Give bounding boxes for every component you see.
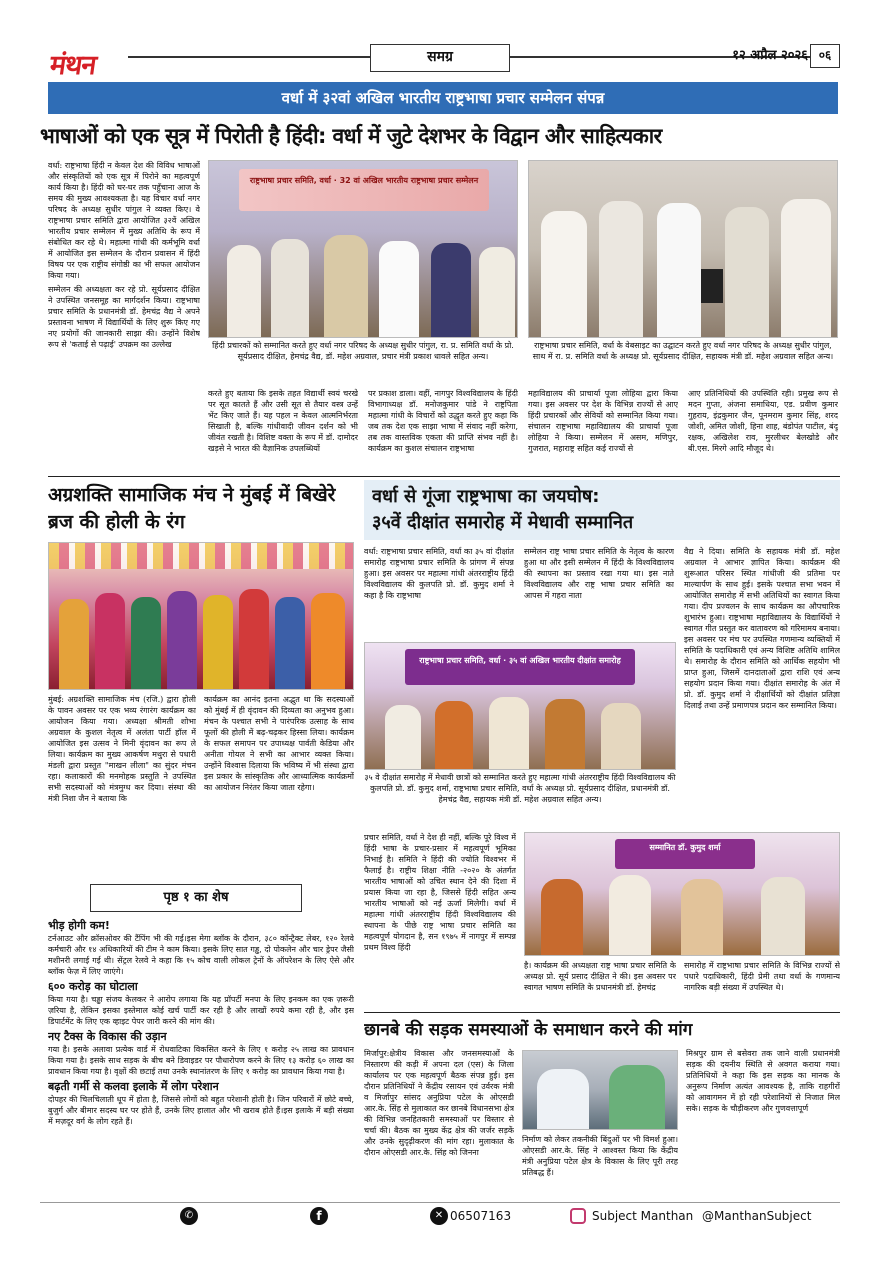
convocation-headline-line-1: वर्धा से गूंजा राष्ट्रभाषा का जयघोष: <box>372 486 600 507</box>
person-figure <box>324 235 368 338</box>
convocation-photo-caption: ३५ वे दीक्षांत समारोह में मेधावी छात्रों को सम्मानित करते हुए महात्मा गांधी अंतरराष्ट्रीय हिंदी विश्वविद्यालय की कुलपति प्रो. डॉ. कुमुद शर्मा, राष्ट्रभाषा प्रचार समिति, वर्धा के अध्यक्ष प्रो. सूर्यप्रसाद दीक्षित, प्रधानमंत्री डॉ. हेमचंद्र वैद्य, सहायक मंत्री डॉ. महेश अग्रवाल सहित अन्य। <box>364 773 676 804</box>
person-figure <box>781 199 831 338</box>
remainder-section <box>48 918 354 1218</box>
person-figure <box>167 591 197 690</box>
stage-banner <box>615 839 755 869</box>
section-label: समग्र <box>370 44 510 72</box>
stage-banner <box>405 649 635 685</box>
masthead-logo: मंथन <box>47 50 98 81</box>
person-figure <box>657 203 701 338</box>
person-figure <box>761 877 805 956</box>
person-figure <box>489 697 529 770</box>
section-divider <box>48 476 840 477</box>
convocation-column-1: वर्धा: राष्ट्रभाषा प्रचार समिति, वर्धा का ३५ वां दीक्षांत समारोह राष्ट्रभाषा प्रचार समिति के प्रांगण में संपन्न हुआ। इस अवसर पर महात्मा गांधी अंतरराष्ट्रीय हिंदी विश्वविद्यालय की कुलपति प्रो. डॉ. कुमुद शर्मा ने कहा है कि राष्ट्रभाषा <box>364 547 514 600</box>
person-figure <box>379 241 419 338</box>
holi-column-1: मुंबई: अग्रशक्ति सामाजिक मंच (रजि.) द्वारा होली के पावन अवसर पर एक भव्य रंगारंग कार्यक्रम का आयोजन किया गया। अध्यक्षा श्रीमती शोभा अग्रवाल के कुशल नेतृत्व में अलंता पार्टी हॉल में आयोजित इस उत्सव ने मिनी वृंदावन का रूप ले लिया। कार्यक्रम का मुख्य आकर्षण मथुरा से पधारी मंडली द्वारा प्रस्तुत "माखन लीला" का सुंदर मंचन रहा। कलाकारों की मनमोहक प्रस्तुति ने उपस्थित सभी सदस्याओं को मंत्रमुग्ध कर दिया। संस्था की मंत्री निशा जैन ने बताया कि <box>48 695 196 803</box>
lead-column-3: पर प्रकाश डाला। वहीं, नागपुर विश्वविद्यालय के हिंदी विभागाध्यक्ष डॉ. मनोजकुमार पांडे ने राष्ट्रपिता महात्मा गांधी के विचारों को उद्धृत करते हुए कहा कि जब तक देश एक साझा भाषा में संवाद नहीं करेगा, तब तक वास्तविक एकता की प्राप्ति संभव नहीं है। कार्यक्रम का कुशल संचालन राष्ट्रभाषा <box>368 389 518 453</box>
facebook-icon[interactable]: f <box>310 1207 328 1225</box>
person-figure <box>545 699 585 770</box>
lead-column-5: आए प्रतिनिधियों की उपस्थिति रही। प्रमुख रूप से मदन गुप्ता, अंजना समाधिया, एड. प्रवीण कुमार गुहराय, इंद्रकुमार जैन, पूनमराम कुमार सिंह, शरद जोशी, अमित जोशी, हिना शाह, बंडोपंत पाटील, बंदू रक्षक, अखिलेश राव, मुरलीधर बेलखोडे और बी.एस. मिरगे आदि मौजूद थे। <box>688 389 838 453</box>
footer-phone: 06507163 <box>450 1209 512 1223</box>
person-figure <box>601 703 641 770</box>
remainder-heading: बढ़ती गर्मी से कलवा इलाके में लोग परेशान <box>48 1080 219 1093</box>
holi-headline: अग्रशक्ति सामाजिक मंच ने मुंबई में बिखेरे ब्रज की होली के रंग <box>48 484 336 533</box>
x-icon[interactable]: ✕ <box>430 1207 448 1225</box>
person-figure <box>681 879 723 956</box>
person-figure <box>311 593 345 690</box>
person-figure <box>599 201 643 338</box>
lead-banner-text: वर्धा में ३२वां अखिल भारतीय राष्ट्रभाषा प्रचार सम्मेलन संपन्न <box>281 89 605 107</box>
roads-headline: छानबे की सड़क समस्याओं के समाधान करने की मांग <box>364 1020 693 1040</box>
convocation-headline-line-2: ३५वें दीक्षांत समारोह में मेधावी सम्मानित <box>372 512 634 533</box>
lead-photo-felicitation <box>208 160 518 338</box>
convocation-column-4: प्रचार समिति, वर्धा ने देश ही नहीं, बल्कि पूरे विश्व में हिंदी भाषा के प्रचार-प्रसार में महत्वपूर्ण भूमिका निभाई है। समिति ने हिंदी की ज्योति विश्वभर में फैलाई है। राष्ट्रीय शिक्षा नीति -२०२० के अंतर्गत भारतीय भाषाओं को उचित स्थान देने की दिशा में प्रयास किया जा रहा है, जिससे हिंदी सहित अन्य भारतीय भाषाओं को नई ऊर्जा मिलेगी। वर्धा में महात्मा गांधी अंतरराष्ट्रीय हिंदी विश्वविद्यालय की स्थापना के पीछे राष्ट्र भाषा प्रचार समिति का महत्वपूर्ण योगदान है, सन १९७५ में नागपुर में सम्पन्न प्रथम विश्व हिंदी <box>364 833 516 952</box>
person-figure <box>609 875 651 956</box>
flower-decor <box>49 543 354 569</box>
lead-photo-2-caption: राष्ट्रभाषा प्रचार समिति, वर्धा के वेबसाइट का उद्घाटन करते हुए वर्धा नगर परिषद के अध्यक्ष सुधीर पांगुल, साथ में रा. प्र. समिति वर्धा के अध्यक्ष प्रो. सूर्यप्रसाद दीक्षित, सहायक मंत्री डॉ. महेश अग्रवाल सहित अन्य। <box>532 341 834 361</box>
roads-column-1: मिर्जापुर:क्षेत्रीय विकास और जनसमस्याओं के निस्तारण की कड़ी में अपना दल (एस) के जिला कार्यालय पर एक महत्वपूर्ण बैठक संपन्न हुई। इस दौरान प्रतिनिधियों ने केंद्रीय रसायन एवं उर्वरक मंत्री व मिर्जापुर सांसद अनुप्रिया पटेल के ओएसडी आर.के. सिंह से मुलाकात कर छानबे विधानसभा क्षेत्र की विभिन्न जनहितकारी समस्याओं पर विस्तार से चर्चा की। बैठक का मुख्य केंद्र क्षेत्र की जर्जर सड़कें और उनके सुदृढ़ीकरण की मांग रहा। मुलाकात के दौरान ओएसडी आर.के. सिंह को जिनना <box>364 1049 514 1157</box>
issue-date: १२ अप्रैल २०२६ <box>732 48 808 63</box>
roads-column-2: निर्माण को लेकर तकनीकी बिंदुओं पर भी विमर्श हुआ। ओएसडी आर.के. सिंह ने आश्वस्त किया कि केंद्रीय मंत्री अनुप्रिया पटेल क्षेत्र के विकास के लिए पूरी तरह प्रतिबद्ध हैं। <box>522 1135 678 1177</box>
whatsapp-icon[interactable]: ✆ <box>180 1207 198 1225</box>
footer-rule <box>40 1202 840 1203</box>
person-figure <box>479 247 515 338</box>
remainder-heading: भीड़ होगी कम! <box>48 919 110 932</box>
lead-photo-1-caption: हिंदी प्रचारकों को सम्मानित करते हुए वर्धा नगर परिषद के अध्यक्ष सुधीर पांगुल, रा. प्र. समिति वर्धा के प्रो. सूर्यप्रसाद दीक्षित, हेमचंद्र वैद्य, डॉ. महेश अग्रवाल, प्रचार मंत्री प्रकाश धावले सहित अन्य। <box>212 341 514 361</box>
person-figure <box>431 243 471 338</box>
remainder-body: दोपहर की चिलचिलाती धूप में होता है, जिससे लोगों को बहुत परेशानी होती है। जिन परिवारों में छोटे बच्चे, बुजुर्ग और बीमार सदस्य घर पर होते हैं, उनके लिए हालात और भी खराब होते हैं।इस इलाके में बड़ी संख्या में मज़दूर वर्ग के लोग रहते हैं। <box>48 1095 354 1126</box>
lead-banner <box>48 82 838 114</box>
footer-bar <box>40 1204 840 1230</box>
remainder-body: टर्नआउट और क्रॉसओवर की टैंपिंग भी की गई।इस मेगा ब्लॉक के दौरान, ३८० कॉन्ट्रैक्ट लेबर, १२० रेलवे कर्मचारी और १४ अधिकारियों की टीम ने काम किया। इसके लिए सात गड्ढ, दो पोकलेन और चार ड्रेपर जैसी मशीनरी लगाई गई थी। सेंट्रल रेलवे ने कहा कि १५ कोच वाली लोकल ट्रेनों के ऑपरेशन के लिए ऐसे और ब्लॉक फेज़ में लिए जाएंगे। <box>48 934 354 976</box>
convocation-column-3: वैद्य ने दिया। समिति के सहायक मंत्री डॉ. महेश अग्रवाल ने आभार ज्ञापित किया। कार्यक्रम की शुरूआत परिसर स्थित गांधीजी की प्रतिमा पर माल्यार्पण के साथ हुई। इसके पश्चात सभा भवन में आयोजित समारोह में सभी अतिथियों का स्वागत किया गया। दीप प्रज्वलन के साथ कार्यक्रम का औपचारिक शुभारंभ हुआ। राष्ट्रभाषा महाविद्यालय के विद्यार्थियों ने स्वागत गीत प्रस्तुत कर वातावरण को गरिमामय बनाया। इस अवसर पर मंच पर उपस्थित गणमान्य व्यक्तियों में समिति के पदाधिकारी एवं अन्य विशिष्ट अतिथि शामिल थे। समारोह के दौरान समिति को आर्थिक सहयोग भी प्राप्त हुआ, जिसमें दानदाताओं द्वारा राशि एवं अन्य सहयोग प्रदान किया गया। दीक्षांत समारोह के अंत में प्रो. डॉ. कुमुद शर्मा ने दीक्षार्थियों को दीक्षांत प्रतिज्ञा दिलाई तथा उन्हें प्रमाणपत्र प्रदान कर सम्मानित किया। <box>684 547 840 710</box>
lead-photo-website-launch <box>528 160 838 338</box>
person-figure <box>609 1065 665 1130</box>
roads-photo <box>522 1050 678 1130</box>
convocation-column-2: सम्मेलन राष्ट्र भाषा प्रचार समिति के नेतृत्व के कारण हुआ था और इसी सम्मेलन में हिंदी के विश्वविद्यालय की स्थापना का प्रस्ताव रखा गया था। इस नाते विश्वविद्यालय और राष्ट्र भाषा प्रचार समिति का आपस में गहरा नाता <box>524 547 674 600</box>
convocation-photo <box>364 642 676 770</box>
remainder-body: किया गया है। चड्ढा संजय केलकर ने आरोप लगाया कि यह प्रॉपर्टी मनपा के लिए इनकम का एक ज़रूरी ज़रिया है, लेकिन इसका इस्तेमाल कोई खर्च पार्टी कर रही है और लाखों रुपये कमा रही है, और इस डिपार्टमेंट के लिए एक व्हाइट पेपर जारी करने की मांग की। <box>48 995 354 1026</box>
footer-handle: @ManthanSubject <box>702 1209 812 1223</box>
stage-banner-text: राष्ट्रभाषा प्रचार समिति, वर्धा · ३५ वां अखिल भारतीय दीक्षांत समारोह <box>419 656 621 665</box>
holi-column-2: कार्यक्रम का आनंद इतना अद्भुत था कि सदस्याओं को मुंबई में ही वृंदावन की दिव्यता का अनुभव हुआ। मंचन के पश्चात सभी ने पारंपरिक उत्साह के साथ फूलों की होली में बढ़-चढ़कर हिस्सा लिया। कार्यक्रम के सफल समापन पर उपाध्यक्ष पार्वती केडिया और अनीता गोयल ने सभी का आभार व्यक्त किया। उन्होंने विश्वास दिलाया कि भविष्य में भी संस्था द्वारा इस प्रकार के सांस्कृतिक और आध्यात्मिक कार्यक्रमों का आयोजन निरंतर किया जाता रहेगा। <box>204 695 354 792</box>
person-figure <box>227 245 261 338</box>
person-figure <box>541 211 587 338</box>
lead-headline: भाषाओं को एक सूत्र में पिरोती है हिंदी: वर्धा में जुटे देशभर के विद्वान और साहित्यकार <box>40 124 662 148</box>
remainder-body: गया है। इसके अलावा प्रत्येक वार्ड में रोधवाटिका विकसित करने के लिए १ करोड़ २५ लाख का प्रावधान किया गया है। इसके साथ सड़क के बीच बने डिवाइडर पर पौधारोपण करने के लिए १३ करोड़ ६० लाख का प्रावधान किया गया है। वृक्षों की छटाई तथा उनके स्थानांतरण के लिए १ करोड़ का प्रावधान किया गया है। <box>48 1045 354 1076</box>
convocation-headline-box <box>364 480 840 540</box>
person-figure <box>537 1069 589 1130</box>
footer-brand: Subject Manthan <box>592 1209 694 1223</box>
remainder-heading: ६०० करोड़ का घोटाला <box>48 980 138 993</box>
lead-paragraph-2: सम्मेलन की अध्यक्षता कर रहे प्रो. सूर्यप्रसाद दीक्षित ने उपस्थित जनसमूह का मार्गदर्शन किया। राष्ट्रभाषा प्रचार समिति के प्रधानमंत्री डॉ. हेमचंद्र वैद्य ने अपने प्रस्तावना भाषण में विद्यार्थियों के लिए शुरू किए गए नए प्रयोगों की जानकारी साझा की। उन्होंने विशेष रूप से 'कताई से पढ़ाई' उपक्रम का उल्लेख <box>48 285 200 349</box>
holi-photo <box>48 542 354 690</box>
convocation-column-5: है। कार्यक्रम की अध्यक्षता राष्ट्र भाषा प्रचार समिति के अध्यक्ष प्रो. सूर्य प्रसाद दीक्षित ने की। इस अवसर पर स्वागत भाषण समिति के प्रधानमंत्री डॉ. हेमचंद्र <box>524 961 676 992</box>
convocation-column-6: समारोह में राष्ट्रभाषा प्रचार समिति के विभिन्न राज्यों से पधारे पदाधिकारी, हिंदी प्रेमी तथा वर्धा के गणमान्य नागरिक बड़ी संख्या में उपस्थित थे। <box>684 961 840 992</box>
remainder-title: पृष्ठ १ का शेष <box>163 890 229 905</box>
person-figure <box>271 239 309 338</box>
stage-banner-text: राष्ट्रभाषा प्रचार समिति, वर्धा · 32 वां अखिल भारतीय राष्ट्रभाषा प्रचार सम्मेलन <box>249 176 479 185</box>
person-figure <box>541 879 583 956</box>
newspaper-page <box>40 38 840 1238</box>
lead-column-1 <box>48 160 200 470</box>
lead-column-4: महाविद्यालय की प्राचार्या पूजा लोहिया द्वारा किया गया। इस अवसर पर देश के विभिन्न राज्यों से आए हिंदी प्रचारकों और सेवियों को सम्मानित किया गया। संचालन राष्ट्रभाषा महाविद्यालय की प्राचार्या पूजा लोहिया ने किया। सम्मेलन में असम, मणिपुर, गुजरात, महाराष्ट्र सहित कई राज्यों से <box>528 389 678 453</box>
stage-banner-text: सम्मानित डॉ. कुमुद शर्मा <box>649 843 721 852</box>
person-figure <box>95 593 125 690</box>
lead-column-2: करते हुए बताया कि इसके तहत विद्यार्थी स्वयं चरखे पर सूत कातते हैं और उसी सूत से तैयार वस्त्र उन्हें भेंट किए जाते हैं। यह पहल न केवल आत्मनिर्भरता सिखाती है, बल्कि गांधीवादी जीवन दर्शन को भी जीवंत रखती है। विशिष्ट वक्ता के रूप में डॉ. दामोदर खड़से ने भारत की वैज्ञानिक उपलब्धियों <box>208 389 358 453</box>
person-figure <box>385 705 421 770</box>
remainder-title-box <box>90 884 302 912</box>
person-figure <box>275 597 305 690</box>
person-figure <box>131 597 161 690</box>
person-figure <box>239 589 269 690</box>
page-number: ०६ <box>810 44 840 68</box>
person-figure <box>59 599 89 690</box>
section-divider <box>364 1012 840 1013</box>
person-figure <box>725 207 769 338</box>
convocation-honour-photo <box>524 832 840 956</box>
stage-banner <box>239 169 489 211</box>
remainder-heading: नए टैक्स के विकास की उड़ान <box>48 1030 167 1043</box>
lead-paragraph-1: वर्धा: राष्ट्रभाषा हिंदी न केवल देश की विविध भाषाओं और संस्कृतियों को एक सूत्र में पिरोने का महत्वपूर्ण कार्य किया है। हिंदी को घर-घर तक पहुँचाना आज के समय की मुख्य आवश्यकता है। यह विचार वर्धा नगर परिषद के अध्यक्ष सुधीर पांगुल ने व्यक्त किए। वे राष्ट्रभाषा प्रचार समिति द्वारा आयोजित ३२वें अखिल भारतीय प्रचार सम्मेलन में मुख्य अतिथि के रूप में संबोधित कर रहे थे। महात्मा गांधी की कर्मभूमि वर्धा में आयोजित इस सम्मेलन के दौरान प्रवासन में हिंदी विषय पर एक राष्ट्रीय संगोष्ठी का भी सफल आयोजन किया गया। <box>48 161 200 280</box>
person-figure <box>203 595 233 690</box>
person-figure <box>435 701 473 770</box>
roads-column-3: मिश्रपुर ग्राम से बसेवरा तक जाने वाली प्रधानमंत्री सड़क की दयनीय स्थिति से अवगत कराया गया। प्रतिनिधियों ने कहा कि इस सड़क का मानक के अनुरूप निर्माण अत्यंत आवश्यक है, ताकि राहगीरों को आवागमन में हो रही परेशानियों से निजात मिल सके। सड़क के चौड़ीकरण और गुणवत्तापूर्ण <box>686 1049 840 1113</box>
instagram-icon[interactable] <box>570 1208 586 1224</box>
